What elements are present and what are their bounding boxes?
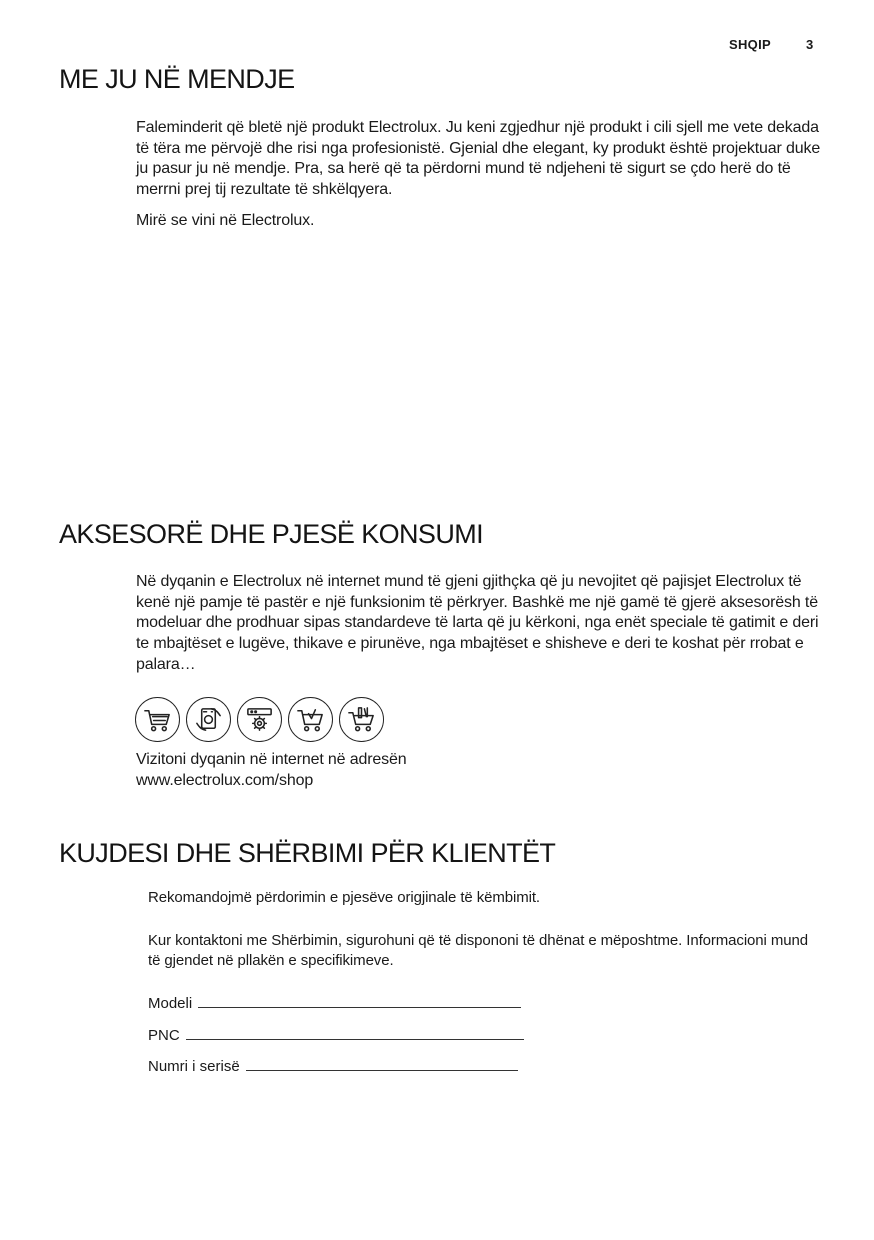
pnc-field (148, 1025, 524, 1044)
shop-icons-row (135, 697, 384, 742)
header-language: SHQIP (729, 37, 771, 52)
intro-paragraph: Faleminderit që bletë një produkt Electrolux. Ju keni zgjedhur një produkt i cili sjell me vete dekada të tëra me përvojë dhe risi nga profesionistë. Gjenial dhe elegant, ky produkt është projektuar duke ju pasur ju në mendje. Pra, sa herë që ta përdorni mund të ndjeheni të sigurt se çdo herë do të merrni prej tij rezultate të shkëlqyera. (136, 119, 821, 199)
serial-label: Numri i serisë (148, 1058, 240, 1075)
shop-url-link[interactable]: www.electrolux.com/shop (136, 772, 314, 789)
pnc-label: PNC (148, 1027, 180, 1044)
model-input-line[interactable] (198, 993, 521, 1008)
section-title-kujdesi: KUJDESI DHE SHËRBIMI PËR KLIENTËT (59, 838, 556, 868)
welcome-text: Mirë se vini në Electrolux. (136, 212, 315, 229)
page-number: 3 (806, 37, 814, 52)
cart-accessories-icon (288, 697, 333, 742)
appliance-service-icon (186, 697, 231, 742)
gear-settings-icon (237, 697, 282, 742)
recommend-text: Rekomandojmë përdorimin e pjesëve origjinale të këmbimit. (148, 889, 540, 906)
shopping-cart-icon (135, 697, 180, 742)
model-field (148, 993, 521, 1012)
accessories-paragraph: Në dyqanin e Electrolux në internet mund të gjeni gjithçka që ju nevojitet që pajisjet Electrolux të kenë një pamje të pastër e një funksionim të përkryer. Bashkë me një gamë të gjerë aksesorësh të modeluar dhe prodhuar sipas standardeve të larta që ju kërkoni, nga enët speciale të gatimit e deri te mbajtëset e lugëve, thikave e pirunëve, nga mbajtëset e shisheve e deri te koshat për rrobat e palara… (136, 573, 819, 673)
section-title-aksesore: AKSESORË DHE PJESË KONSUMI (59, 519, 484, 549)
model-label: Modeli (148, 995, 193, 1012)
serial-field (148, 1056, 518, 1075)
cart-consumables-icon (339, 697, 384, 742)
pnc-input-line[interactable] (186, 1025, 524, 1040)
section-title-me-ju-ne-mendje: ME JU NË MENDJE (59, 64, 295, 94)
contact-text: Kur kontaktoni me Shërbimin, sigurohuni që të dispononi të dhënat e mëposhtme. Informacioni mund të gjendet në pllakën e specifikimeve. (148, 932, 808, 969)
serial-input-line[interactable] (246, 1056, 518, 1071)
visit-shop-text: Vizitoni dyqanin në internet në adresën (136, 751, 407, 768)
